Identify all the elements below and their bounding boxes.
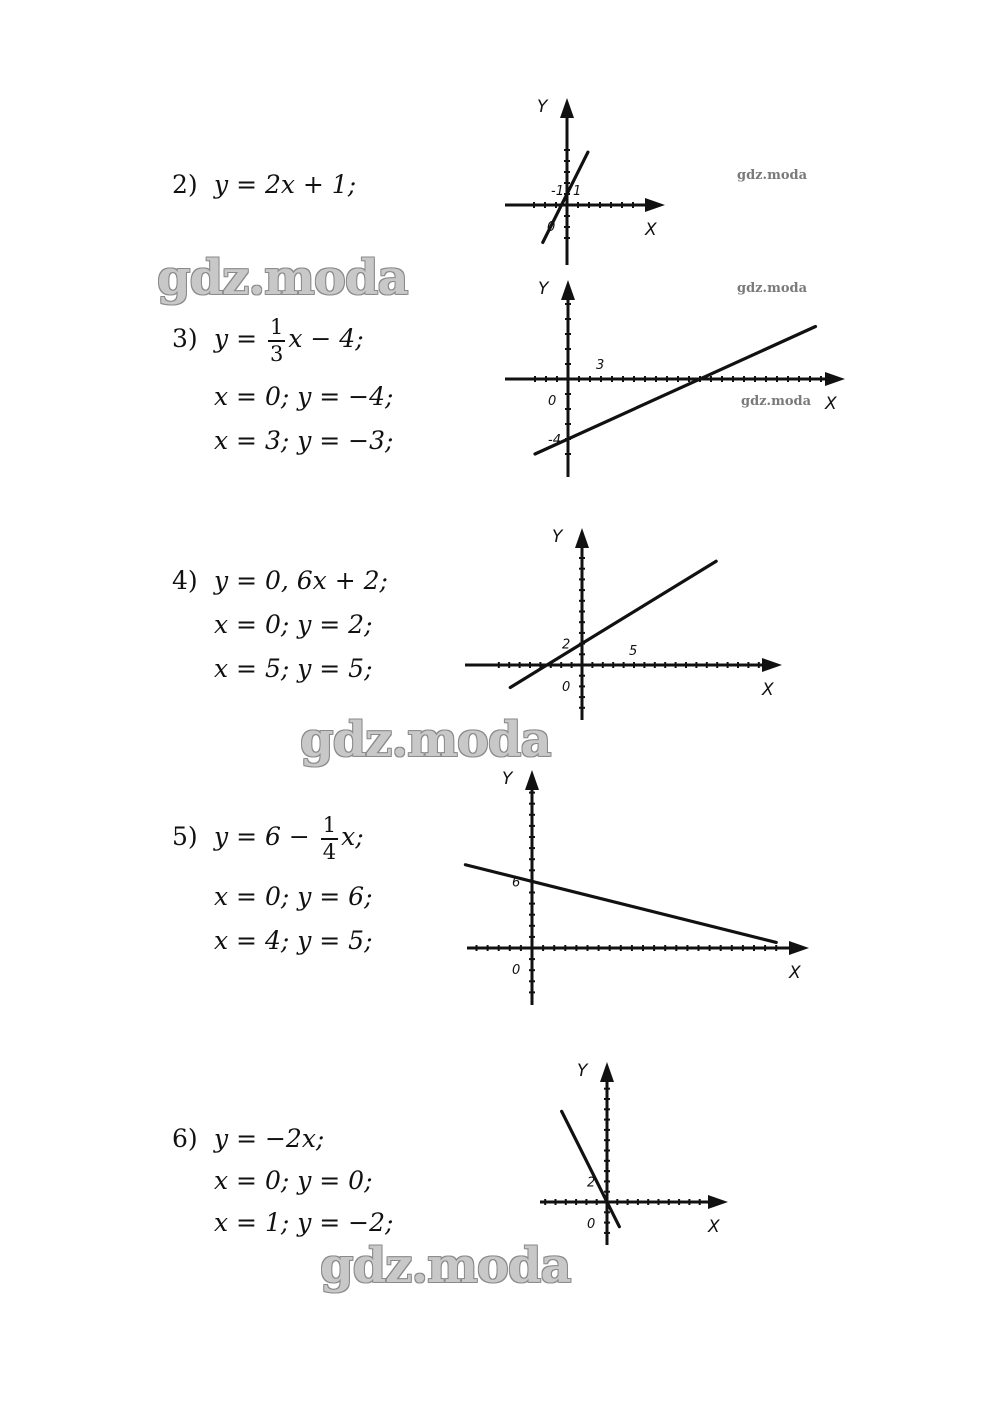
- point-row: x = 0; y = 6;: [214, 882, 373, 911]
- x-axis-label: X: [708, 1217, 720, 1237]
- x-axis-label: X: [645, 220, 657, 240]
- x-axis-arrow: [789, 941, 809, 955]
- fraction-numerator: 1: [268, 317, 285, 342]
- origin-label: 0: [512, 963, 521, 978]
- watermark-large: gdz.moda: [300, 712, 551, 768]
- equation: y = 0, 6x + 2;: [214, 566, 388, 595]
- x-tick-label: 1: [573, 184, 582, 199]
- equation-pre: y =: [214, 324, 265, 353]
- watermark-large: gdz.moda: [320, 1238, 571, 1294]
- point-row: x = 1; y = −2;: [214, 1208, 394, 1237]
- problem-number: 6): [172, 1124, 198, 1153]
- y-axis-label: Y: [537, 97, 548, 117]
- graph-problem-4: [460, 520, 790, 720]
- problem-number: 5): [172, 822, 198, 851]
- x-axis-label: X: [789, 963, 801, 983]
- x-axis-label: X: [762, 680, 774, 700]
- fraction-denominator: 3: [269, 341, 284, 366]
- y-tick-label: 6: [512, 875, 521, 891]
- graph-problem-2: [500, 90, 680, 270]
- equation: y = −2x;: [214, 1124, 325, 1153]
- point-row: x = 3; y = −3;: [214, 426, 394, 455]
- x-tick-label: 3: [596, 358, 605, 373]
- point-row: x = 5; y = 5;: [214, 654, 373, 683]
- fraction-numerator: 1: [321, 815, 338, 840]
- x-tick-label: 5: [629, 644, 638, 659]
- equation-post: x;: [341, 822, 364, 851]
- equation-post: x − 4;: [288, 324, 364, 353]
- y-axis-label: Y: [552, 527, 563, 547]
- point-row: x = 4; y = 5;: [214, 926, 373, 955]
- problem-number: 3): [172, 324, 198, 353]
- fraction: [268, 314, 285, 366]
- equation-pre: y = 6 −: [214, 822, 318, 851]
- x-axis-arrow: [762, 658, 782, 672]
- y-axis-label: Y: [577, 1061, 588, 1081]
- y-axis-arrow: [561, 280, 575, 300]
- y-axis-label: Y: [538, 279, 549, 299]
- y-axis-label: Y: [502, 769, 513, 789]
- watermark-small: gdz.moda: [737, 281, 808, 296]
- graph-line: [562, 1111, 620, 1226]
- graph-problem-6: [535, 1050, 735, 1250]
- x-axis-label: X: [825, 394, 837, 414]
- y-tick-label: 2: [562, 637, 571, 653]
- origin-label: 0: [562, 680, 571, 695]
- problem-number: 4): [172, 566, 198, 595]
- graph-line: [535, 327, 816, 455]
- equation: y = 2x + 1;: [214, 170, 357, 199]
- point-row: x = 0; y = 0;: [214, 1166, 373, 1195]
- y-axis-arrow: [525, 770, 539, 790]
- graph-line: [510, 561, 716, 687]
- point-row: x = 0; y = 2;: [214, 610, 373, 639]
- watermark-large: gdz.moda: [157, 250, 408, 306]
- origin-label: 0: [548, 394, 557, 409]
- origin-label: 0: [547, 220, 556, 235]
- fraction-denominator: 4: [322, 839, 337, 864]
- watermark-small: gdz.moda: [737, 168, 808, 183]
- origin-label: 0: [587, 1217, 596, 1232]
- y-axis-arrow: [600, 1062, 614, 1082]
- x-axis-arrow: [645, 198, 665, 212]
- fraction: [321, 812, 338, 864]
- y-axis-arrow: [575, 528, 589, 548]
- y-tick-label: 2: [587, 1175, 596, 1191]
- x-axis-arrow: [708, 1195, 728, 1209]
- graph-problem-3: [500, 272, 850, 482]
- y-axis-arrow: [560, 98, 574, 118]
- problem-number: 2): [172, 170, 198, 199]
- y-tick-label: -4: [548, 433, 561, 448]
- x-tick-label: -1: [551, 184, 564, 199]
- graph-problem-5: [462, 762, 812, 1007]
- point-row: x = 0; y = −4;: [214, 382, 394, 411]
- x-axis-arrow: [825, 372, 845, 386]
- watermark-small: gdz.moda: [741, 394, 812, 409]
